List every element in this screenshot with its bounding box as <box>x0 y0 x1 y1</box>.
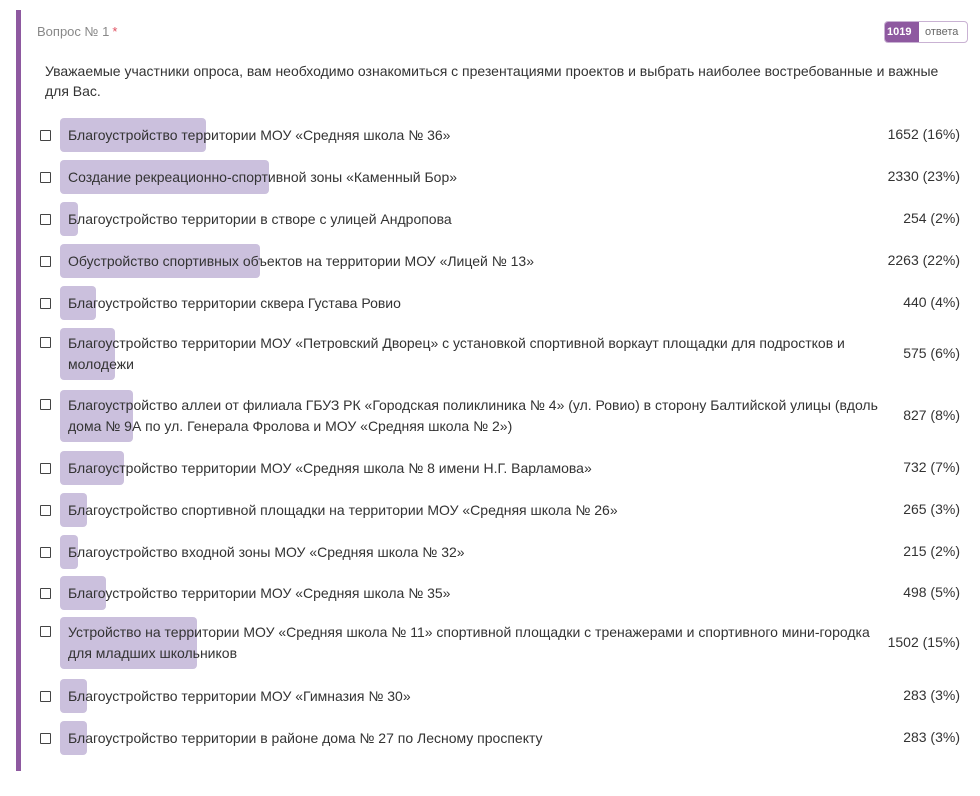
question-title <box>37 24 117 39</box>
required-mark: * <box>112 24 118 39</box>
option-item[interactable] <box>16 286 980 320</box>
option-checkbox[interactable] <box>40 588 51 599</box>
option-item[interactable] <box>16 535 980 569</box>
option-label: Благоустройство входной зоны МОУ «Средняя школа № 32» <box>68 544 465 560</box>
option-checkbox[interactable] <box>40 505 51 516</box>
option-result: 254 (2%) <box>903 210 960 226</box>
option-item[interactable] <box>16 202 980 236</box>
option-item[interactable] <box>16 244 980 278</box>
option-item[interactable] <box>16 576 980 610</box>
option-label: Устройство на территории МОУ «Средняя школа № 11» спортивной площадки с тренажерами и спортивного мини-городка для младших школьников <box>68 624 870 661</box>
option-checkbox[interactable] <box>40 337 51 348</box>
option-result: 575 (6%) <box>903 345 960 361</box>
option-checkbox[interactable] <box>40 172 51 183</box>
option-checkbox[interactable] <box>40 463 51 474</box>
option-label: Благоустройство территории МОУ «Средняя школа № 36» <box>68 127 451 143</box>
option-label: Обустройство спортивных объектов на территории МОУ «Лицей № 13» <box>68 253 534 269</box>
option-result: 283 (3%) <box>903 687 960 703</box>
option-checkbox[interactable] <box>40 399 51 410</box>
option-result: 827 (8%) <box>903 407 960 423</box>
option-item[interactable] <box>16 118 980 152</box>
option-result: 440 (4%) <box>903 294 960 310</box>
option-item[interactable] <box>16 160 980 194</box>
option-item[interactable] <box>16 493 980 527</box>
option-item[interactable] <box>16 390 980 442</box>
option-result: 2263 (22%) <box>887 252 960 268</box>
option-label: Благоустройство территории в створе с улицей Андропова <box>68 211 452 227</box>
question-description: Уважаемые участники опроса, вам необходимо ознакомиться с презентациями проектов и выбрать наиболее востребованные и важные для Вас. <box>45 63 939 99</box>
option-item[interactable] <box>16 617 980 669</box>
option-result: 1652 (16%) <box>887 126 960 142</box>
option-checkbox[interactable] <box>40 733 51 744</box>
option-label: Благоустройство территории МОУ «Средняя школа № 8 имени Н.Г. Варламова» <box>68 460 592 476</box>
option-label: Благоустройство территории сквера Густава Ровио <box>68 295 401 311</box>
option-result: 498 (5%) <box>903 584 960 600</box>
option-item[interactable] <box>16 721 980 755</box>
answers-label: ответа <box>925 26 959 38</box>
option-result: 265 (3%) <box>903 501 960 517</box>
option-checkbox[interactable] <box>40 626 51 637</box>
option-checkbox[interactable] <box>40 298 51 309</box>
question-title-text: Вопрос № 1 <box>37 24 110 39</box>
answers-count: 1019 <box>885 22 919 42</box>
option-label: Благоустройство территории в районе дома № 27 по Лесному проспекту <box>68 730 543 746</box>
option-checkbox[interactable] <box>40 130 51 141</box>
answers-count-badge <box>884 21 968 43</box>
option-result: 2330 (23%) <box>887 168 960 184</box>
option-checkbox[interactable] <box>40 214 51 225</box>
option-label: Создание рекреационно-спортивной зоны «Каменный Бор» <box>68 169 458 185</box>
option-label: Благоустройство спортивной площадки на территории МОУ «Средняя школа № 26» <box>68 502 618 518</box>
option-checkbox[interactable] <box>40 547 51 558</box>
option-result: 732 (7%) <box>903 459 960 475</box>
option-item[interactable] <box>16 328 980 380</box>
option-label: Благоустройство аллеи от филиала ГБУЗ РК «Городская поликлиника № 4» (ул. Ровио) в сторону Балтийской улицы (вдоль дома № 9А по ул. Генерала Фролова и МОУ «Средняя школа № 2») <box>68 397 878 434</box>
option-item[interactable] <box>16 451 980 485</box>
option-result: 215 (2%) <box>903 543 960 559</box>
option-checkbox[interactable] <box>40 691 51 702</box>
question-card <box>16 10 980 771</box>
option-label: Благоустройство территории МОУ «Петровский Дворец» с установкой спортивной воркаут площадки для подростков и молодежи <box>68 335 845 372</box>
option-checkbox[interactable] <box>40 256 51 267</box>
option-label: Благоустройство территории МОУ «Средняя школа № 35» <box>68 585 451 601</box>
option-label: Благоустройство территории МОУ «Гимназия № 30» <box>68 688 411 704</box>
option-result: 1502 (15%) <box>887 634 960 650</box>
option-result: 283 (3%) <box>903 729 960 745</box>
option-item[interactable] <box>16 679 980 713</box>
